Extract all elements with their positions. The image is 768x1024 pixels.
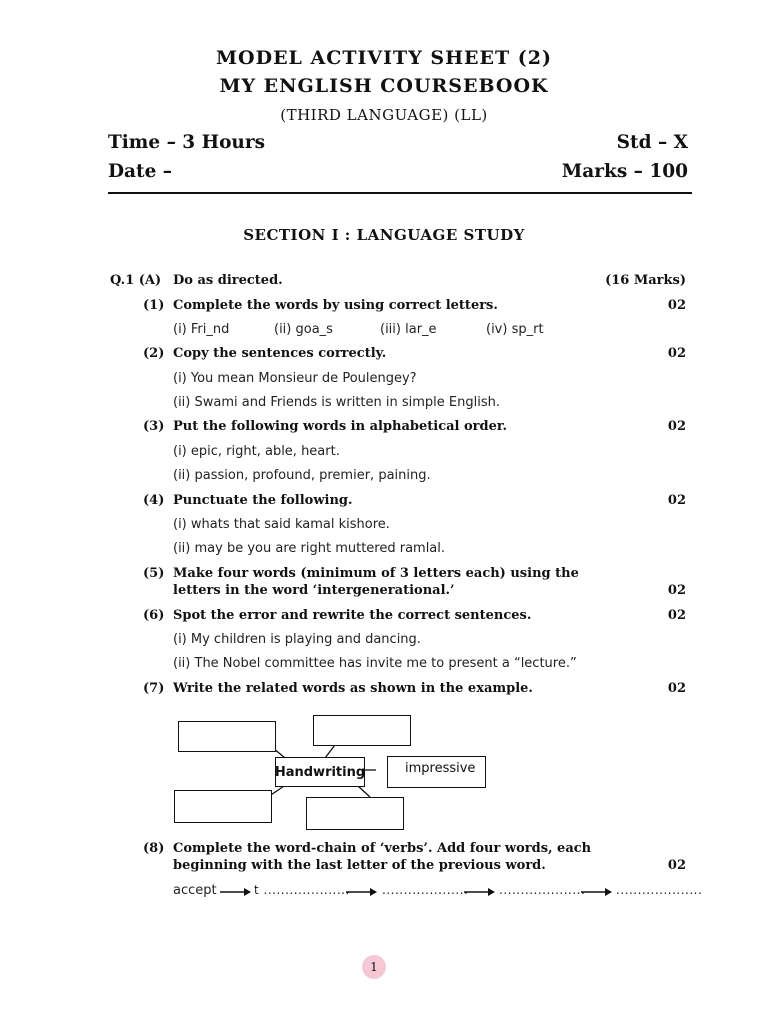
item-number: (7) (143, 681, 165, 696)
std-label: Std – X (616, 132, 688, 153)
item-marks: 02 (667, 583, 686, 598)
item-instruction: Write the related words as shown in the example. (173, 681, 533, 696)
item-instruction: Complete the words by using correct letters. (173, 298, 498, 313)
chain-blank-4[interactable]: .................... (616, 883, 703, 897)
item-marks: 02 (667, 493, 686, 508)
item-instruction-line-1: Complete the word-chain of ‘verbs’. Add four words, each (173, 841, 592, 856)
arrow-right-icon (346, 885, 378, 899)
item-marks: 02 (667, 298, 686, 313)
sentence-1: (i) whats that said kamal kishore. (173, 517, 390, 532)
example-word: impressive (405, 761, 476, 776)
item-marks: 02 (667, 419, 686, 434)
sentence-1: (i) You mean Monsieur de Poulengey? (173, 371, 417, 386)
item-instruction: Put the following words in alphabetical order. (173, 419, 508, 434)
item-number: (2) (143, 346, 165, 361)
arrow-right-icon (464, 885, 496, 899)
item-number: (6) (143, 608, 165, 623)
item-marks: 02 (667, 858, 686, 873)
item-number: (4) (143, 493, 165, 508)
time-label: Time – 3 Hours (108, 132, 266, 153)
chain-blank-3[interactable]: .................... (499, 883, 586, 897)
page-number: 1 (370, 960, 378, 974)
answer-box-top-left[interactable] (178, 721, 276, 752)
sentence-1: (i) My children is playing and dancing. (173, 632, 421, 647)
sentence-2: (ii) The Nobel committee has invite me to present a “lecture.” (173, 656, 577, 671)
answer-box-top-right[interactable] (313, 715, 411, 746)
page-number-badge (362, 955, 386, 979)
subtitle: (THIRD LANGUAGE) (LL) (280, 106, 488, 124)
question-label: Q.1 (A) (110, 273, 162, 288)
item-number: (5) (143, 566, 165, 581)
item-number: (8) (143, 841, 165, 856)
item-marks: 02 (667, 608, 686, 623)
sentence-2: (ii) may be you are right muttered ramlal. (173, 541, 446, 556)
item-instruction-line-2: beginning with the last letter of the previous word. (173, 858, 546, 873)
title-line-2: MY ENGLISH COURSEBOOK (219, 75, 549, 97)
title-line-1: MODEL ACTIVITY SHEET (2) (216, 47, 552, 69)
word-list-1: (i) epic, right, able, heart. (173, 444, 340, 459)
option-3: (iii) lar_e (380, 322, 437, 337)
question-marks: (16 Marks) (605, 273, 686, 288)
item-instruction-line-1: Make four words (minimum of 3 letters each) using the (173, 566, 579, 581)
item-marks: 02 (667, 681, 686, 696)
answer-box-bottom-right[interactable] (306, 797, 404, 830)
item-instruction: Copy the sentences correctly. (173, 346, 387, 361)
option-1: (i) Fri_nd (173, 322, 230, 337)
chain-start-word: accept (173, 883, 217, 898)
marks-label: Marks – 100 (561, 161, 688, 182)
sentence-2: (ii) Swami and Friends is written in simple English. (173, 395, 500, 410)
word-list-2: (ii) passion, profound, premier, paining. (173, 468, 431, 483)
center-word-box (275, 757, 365, 787)
arrow-right-icon (581, 885, 613, 899)
answer-box-bottom-left[interactable] (174, 790, 272, 823)
item-instruction-line-2: letters in the word ‘intergenerational.’ (173, 583, 455, 598)
date-label: Date – (108, 161, 173, 182)
question-instruction: Do as directed. (173, 273, 283, 288)
section-heading: SECTION I : LANGUAGE STUDY (243, 226, 525, 244)
arrow-right-icon (220, 885, 252, 899)
chain-blank-2[interactable]: .................... (382, 883, 469, 897)
item-instruction: Punctuate the following. (173, 493, 353, 508)
option-4: (iv) sp_rt (486, 322, 544, 337)
chain-blank-1[interactable]: t .................... (254, 883, 350, 897)
item-number: (1) (143, 298, 165, 313)
example-box (387, 756, 486, 788)
option-2: (ii) goa_s (274, 322, 333, 337)
item-marks: 02 (667, 346, 686, 361)
center-word: Handwriting (274, 764, 366, 780)
item-instruction: Spot the error and rewrite the correct sentences. (173, 608, 532, 623)
item-number: (3) (143, 419, 165, 434)
